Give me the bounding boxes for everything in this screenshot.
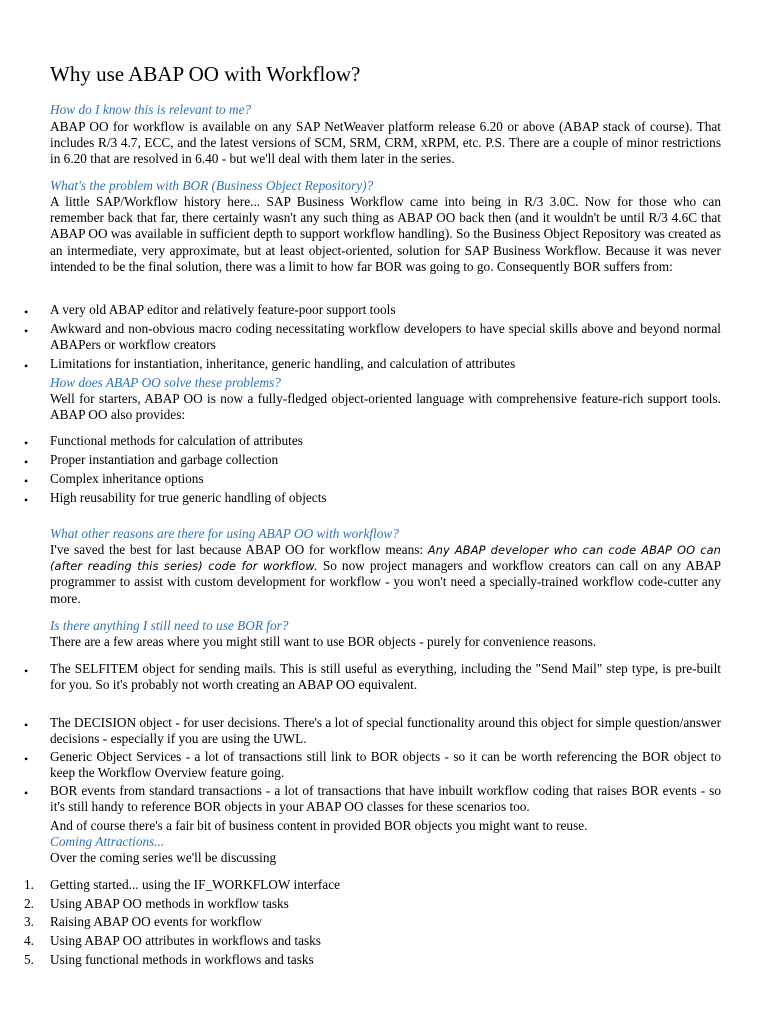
list-item: Generic Object Services - a lot of transactions still link to BOR objects - so it can be worth referencing the BOR object to keep the Workflow Overview feature going. [50, 749, 721, 781]
section-heading-abap-oo-solution: How does ABAP OO solve these problems? [50, 375, 281, 390]
list-item: Proper instantiation and garbage collection [50, 452, 279, 467]
list-item: Awkward and non-obvious macro coding necessitating workflow developers to have special skills above and beyond normal ABAPers or workflow creators [50, 321, 721, 353]
page-title: Why use ABAP OO with Workflow? [50, 62, 361, 86]
section-body-abap-oo-solution: Well for starters, ABAP OO is now a fully-fledged object-oriented language with comprehensive feature-rich support tools. ABAP OO also provides: [50, 391, 721, 423]
list-item: Using functional methods in workflows and tasks [50, 952, 314, 967]
list-number: 4. [24, 933, 34, 948]
section-heading-bor-problem: What's the problem with BOR (Business Object Repository)? [50, 178, 374, 193]
list-item: A very old ABAP editor and relatively feature-poor support tools [50, 302, 396, 317]
list-number: 2. [24, 896, 34, 911]
list-item: High reusability for true generic handling of objects [50, 490, 327, 505]
list-item: BOR events from standard transactions - a lot of transactions that have inbuilt workflow coding that raises BOR events - so it's still handy to reference BOR objects in your ABAP OO classes for these scenarios too. [50, 783, 721, 815]
list-item: The DECISION object - for user decisions. There's a lot of special functionality around this object for simple question/answer decisions - especially if you are using the UWL. [50, 715, 721, 747]
section-heading-relevance: How do I know this is relevant to me? [50, 102, 252, 117]
section-heading-coming-attractions: Coming Attractions... [50, 834, 165, 849]
bullet-glyph: • [24, 455, 29, 469]
list-number: 3. [24, 914, 34, 929]
bullet-glyph: • [24, 474, 29, 488]
bullet-glyph: • [24, 786, 29, 800]
list-item: Limitations for instantiation, inheritance, generic handling, and calculation of attributes [50, 356, 516, 371]
bullet-glyph: • [24, 436, 29, 450]
bullet-glyph: • [24, 493, 29, 507]
list-item: Functional methods for calculation of attributes [50, 433, 303, 448]
bullet-glyph: • [24, 752, 29, 766]
body-text: I've saved the best for last because ABAP OO for workflow means: [50, 542, 428, 557]
list-item: Using ABAP OO attributes in workflows and tasks [50, 933, 321, 948]
bullet-glyph: • [24, 664, 29, 678]
section-body-relevance: ABAP OO for workflow is available on any SAP NetWeaver platform release 6.20 or above (ABAP stack of course). That includes R/3 4.7, ECC, and the latest versions of SCM, SRM, CRM, xRPM, etc. P.S. There are a couple of minor restrictions in 6.20 that are resolved in 6.40 - but we'll deal with them later in the series. [50, 119, 721, 167]
list-number: 5. [24, 952, 34, 967]
section-heading-still-use-bor: Is there anything I still need to use BOR for? [50, 618, 289, 633]
list-number: 1. [24, 877, 34, 892]
list-item: Using ABAP OO methods in workflow tasks [50, 896, 289, 911]
bullet-glyph: • [24, 324, 29, 338]
section-body-coming-attractions: Over the coming series we'll be discussing [50, 850, 277, 865]
section-body-still-use-bor: There are a few areas where you might still want to use BOR objects - purely for convenience reasons. [50, 634, 597, 649]
list-item: Getting started... using the IF_WORKFLOW interface [50, 877, 341, 892]
list-item: The SELFITEM object for sending mails. This is still useful as everything, including the "Send Mail" step type, is pre-built for you. So it's probably not worth creating an ABAP OO equivalent. [50, 661, 721, 693]
bullet-glyph: • [24, 305, 29, 319]
section-body-bor-problem: A little SAP/Workflow history here... SAP Business Workflow came into being in R/3 3.0C. Now for those who can remember back that far, there certainly wasn't any such thing as ABAP OO back then (and it wouldn't be until R/3 4.6C that ABAP OO was available in sufficient depth to support workflow handling). So the Business Object Repository was created as an intermediate, very approximate, but at least object-oriented, solution for SAP Business Workflow. Because it was never intended to be the final solution, there was a limit to how far BOR was going to go. Consequently BOR suffers from: [50, 194, 721, 274]
body-text: So now project managers and workflow creators can call on any ABAP programmer to assist with custom development for workflow - you won't need a specially-trained workflow code-cutter any more. [50, 558, 721, 606]
bullet-glyph: • [24, 359, 29, 373]
emphasis-text: Any ABAP developer who can code ABAP OO can (after reading this series) code for workflow. [50, 543, 721, 574]
section-heading-other-reasons: What other reasons are there for using ABAP OO with workflow? [50, 526, 399, 541]
list-item: Complex inheritance options [50, 471, 204, 486]
section-closing-still-use-bor: And of course there's a fair bit of business content in provided BOR objects you might want to reuse. [50, 818, 588, 833]
section-body-other-reasons [50, 542, 721, 607]
list-item: Raising ABAP OO events for workflow [50, 914, 262, 929]
bullet-glyph: • [24, 718, 29, 732]
